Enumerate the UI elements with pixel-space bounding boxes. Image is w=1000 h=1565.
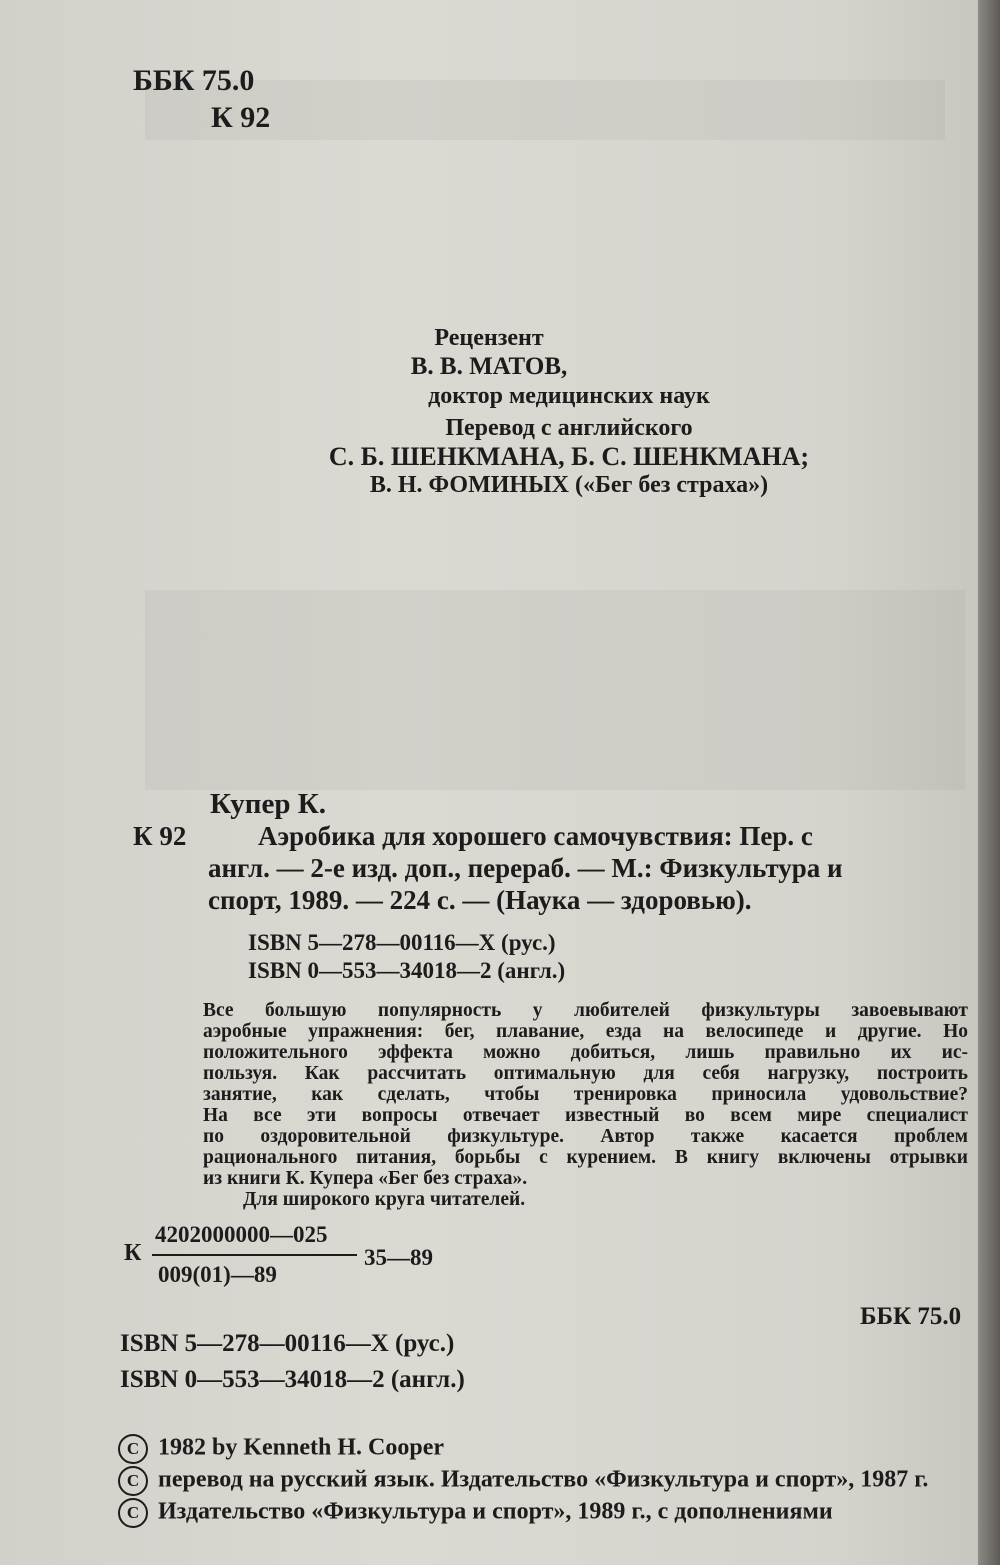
copyright-text: перевод на русский язык. Издательство «Физкультура и спорт», 1987 г. [158, 1466, 929, 1493]
copyright-text: 1982 by Kenneth H. Cooper [158, 1434, 445, 1461]
bib-isbn-ru: ISBN 5—278—00116—X (рус.) [248, 930, 556, 955]
audience-note: Для широкого круга читателей. [243, 1189, 526, 1210]
isbn-en: ISBN 0—553—34018—2 (англ.) [120, 1366, 465, 1393]
bib-line-3: спорт, 1989. — 224 с. — (Наука — здоровью). [208, 885, 752, 915]
reviewer-degree: доктор медицинских наук [428, 383, 710, 409]
annotation-line: На все эти вопросы отвечает известный во всем мире специалист [203, 1105, 968, 1126]
classification-suffix: 35—89 [364, 1245, 433, 1270]
fraction-line [152, 1254, 357, 1256]
author-heading: Купер К. [210, 788, 327, 820]
bib-isbn-en: ISBN 0—553—34018—2 (англ.) [248, 958, 566, 983]
bib-line-1: Аэробика для хорошего самочувствия: Пер. с [258, 821, 813, 851]
annotation-line: рационального питания, борьбы с курением. В книгу включены отрывки [203, 1147, 968, 1168]
author-mark: К 92 [133, 821, 187, 851]
annotation-line: аэробные упражнения: бег, плавание, езда на велосипеде и другие. Но [203, 1021, 968, 1042]
copyright-text: Издательство «Физкультура и спорт», 1989 г., с дополнениями [158, 1498, 833, 1525]
reviewer-label: Рецензент [434, 325, 544, 351]
annotation-line: пользуя. Как рассчитать оптимальную для себя нагрузку, построить [203, 1063, 968, 1084]
annotation-line: по оздоровительной физкультуре. Автор также касается проблем [203, 1126, 968, 1147]
classification-letter: К [124, 1240, 142, 1266]
copyright-icon: C [118, 1434, 148, 1464]
bbk-code-bottom: ББК 75.0 [860, 1303, 962, 1330]
annotation [203, 1000, 968, 1210]
translators-line-1: С. Б. ШЕНКМАНА, Б. С. ШЕНКМАНА; [328, 442, 810, 471]
page-edge-shadow [978, 0, 1000, 1565]
annotation-line: из книги К. Купера «Бег без страха». [203, 1168, 528, 1189]
copyright-line-2 [118, 1466, 928, 1496]
annotation-line: занятие, как сделать, чтобы тренировка приносила удовольствие? [203, 1084, 968, 1105]
annotation-line: положительного эффекта можно добиться, лишь правильно их ис- [203, 1042, 968, 1063]
translators-line-2: В. Н. ФОМИНЫХ («Бег без страха») [369, 472, 769, 498]
author-mark-top: К 92 [211, 101, 271, 134]
copyright-icon: C [118, 1466, 148, 1496]
annotation-line: Все большую популярность у любителей физкультуры завоевывают [203, 1000, 968, 1021]
translation-label: Перевод с английского [445, 415, 693, 441]
reviewer-name: В. В. МАТОВ, [410, 353, 568, 380]
copyright-line-3 [118, 1498, 833, 1528]
copyright-line-1 [118, 1434, 444, 1464]
bbk-code-top: ББК 75.0 [133, 64, 255, 97]
copyright-icon: C [118, 1498, 148, 1528]
classification-numerator: 4202000000—025 [155, 1222, 328, 1247]
bib-line-2: англ. — 2-е изд. доп., перераб. — М.: Физкультура и [208, 853, 843, 883]
isbn-ru: ISBN 5—278—00116—X (рус.) [120, 1330, 455, 1357]
show-through-shadow [145, 590, 965, 790]
classification-denominator: 009(01)—89 [158, 1262, 277, 1287]
